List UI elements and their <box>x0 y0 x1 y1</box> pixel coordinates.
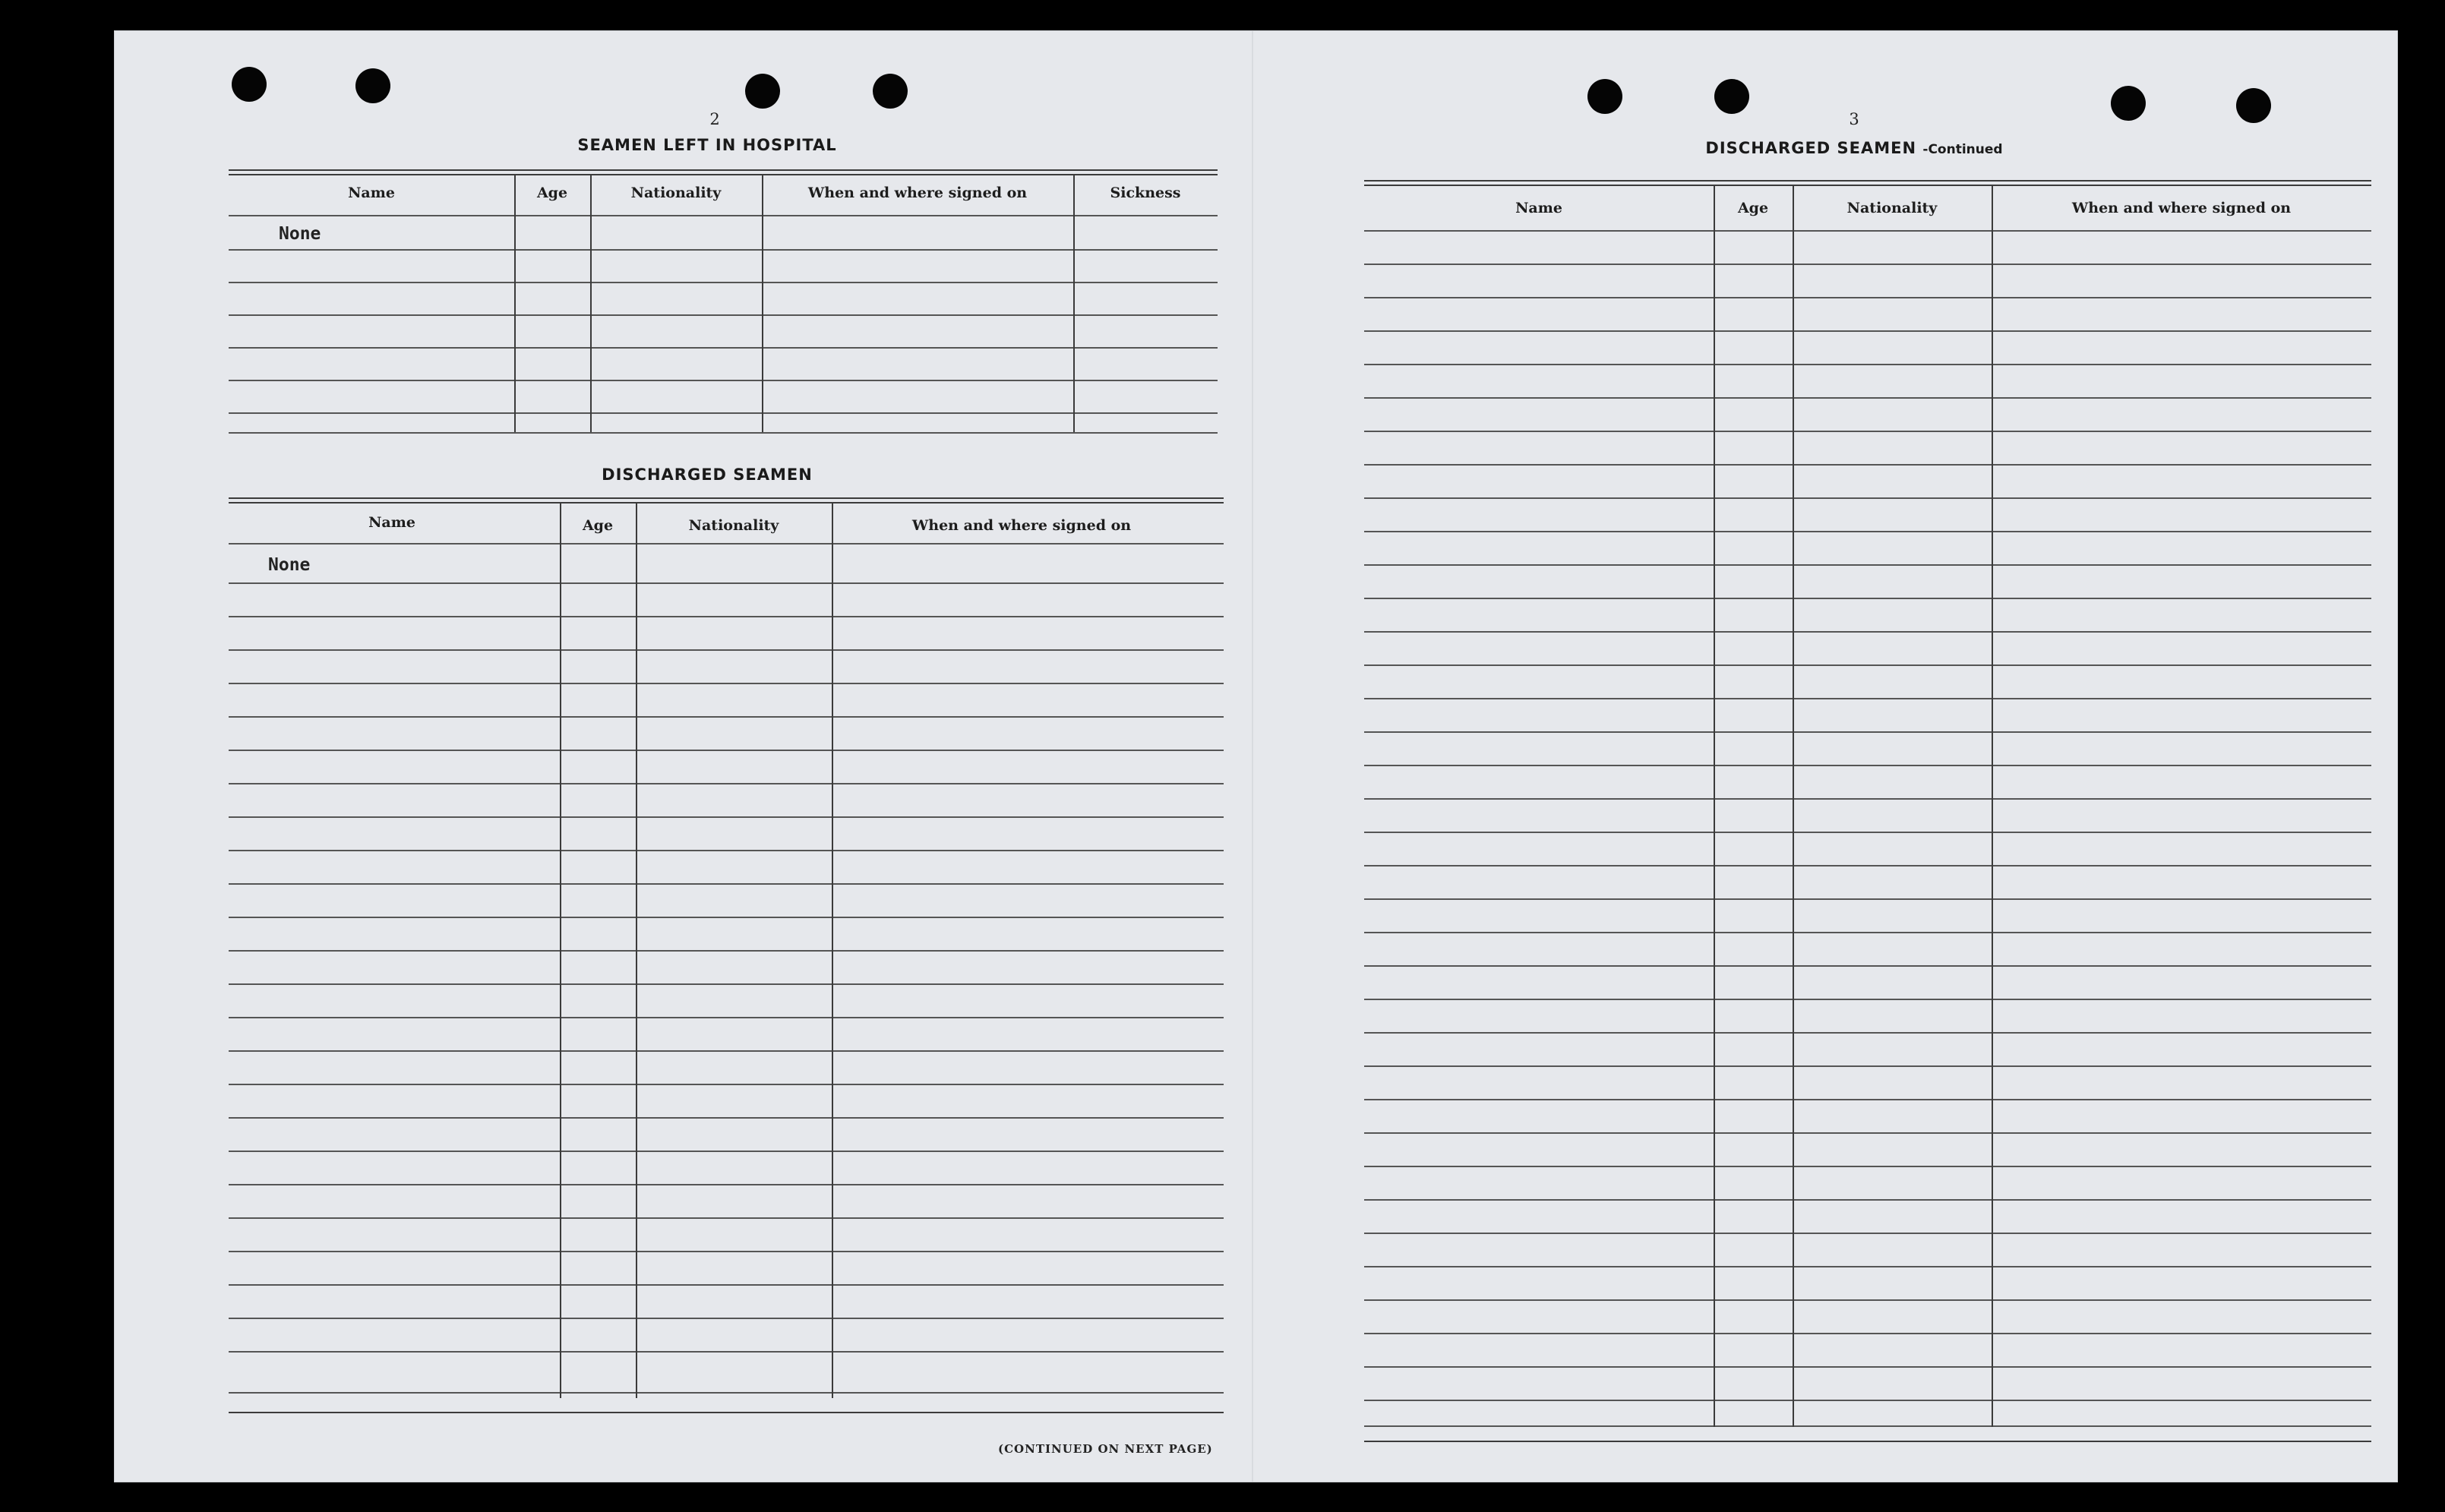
column-header-signed-on: When and where signed on <box>807 185 1028 201</box>
document-sheet <box>114 30 2398 1482</box>
discharged-section-title: DISCHARGED SEAMEN <box>602 466 813 484</box>
continued-label: -Continued <box>1922 142 2003 157</box>
column-header-age: Age <box>1737 200 1769 216</box>
page-number: 3 <box>1849 110 1859 128</box>
section-title: DISCHARGED SEAMEN <box>1705 139 1917 157</box>
continued-note: (CONTINUED ON NEXT PAGE) <box>998 1442 1213 1456</box>
column-header-sickness: Sickness <box>1110 185 1181 201</box>
hospital-table <box>229 169 1218 458</box>
column-header-age: Age <box>582 517 614 534</box>
punch-hole <box>355 68 390 103</box>
hospital-entry: None <box>279 224 321 244</box>
punch-hole <box>873 74 908 109</box>
column-header-name: Name <box>1515 200 1562 216</box>
discharged-continued-table <box>1364 180 2371 1463</box>
column-header-signed-on: When and where signed on <box>2071 200 2292 216</box>
page-fold <box>1252 31 1253 1482</box>
discharged-table <box>229 497 1224 1462</box>
hospital-section-title: SEAMEN LEFT IN HOSPITAL <box>577 136 837 154</box>
discharged-entry: None <box>268 555 311 575</box>
column-header-name: Name <box>368 514 415 531</box>
column-header-name: Name <box>348 185 395 201</box>
discharged-continued-title <box>1349 139 2359 157</box>
column-header-signed-on: When and where signed on <box>911 517 1132 534</box>
column-header-nationality: Nationality <box>688 517 779 534</box>
punch-hole <box>745 74 780 109</box>
column-header-age: Age <box>536 185 568 201</box>
column-header-nationality: Nationality <box>630 185 722 201</box>
page-number: 2 <box>709 110 720 128</box>
punch-hole <box>232 67 267 102</box>
right-page <box>1364 107 2374 1459</box>
column-header-nationality: Nationality <box>1846 200 1938 216</box>
left-page <box>229 107 1216 1459</box>
